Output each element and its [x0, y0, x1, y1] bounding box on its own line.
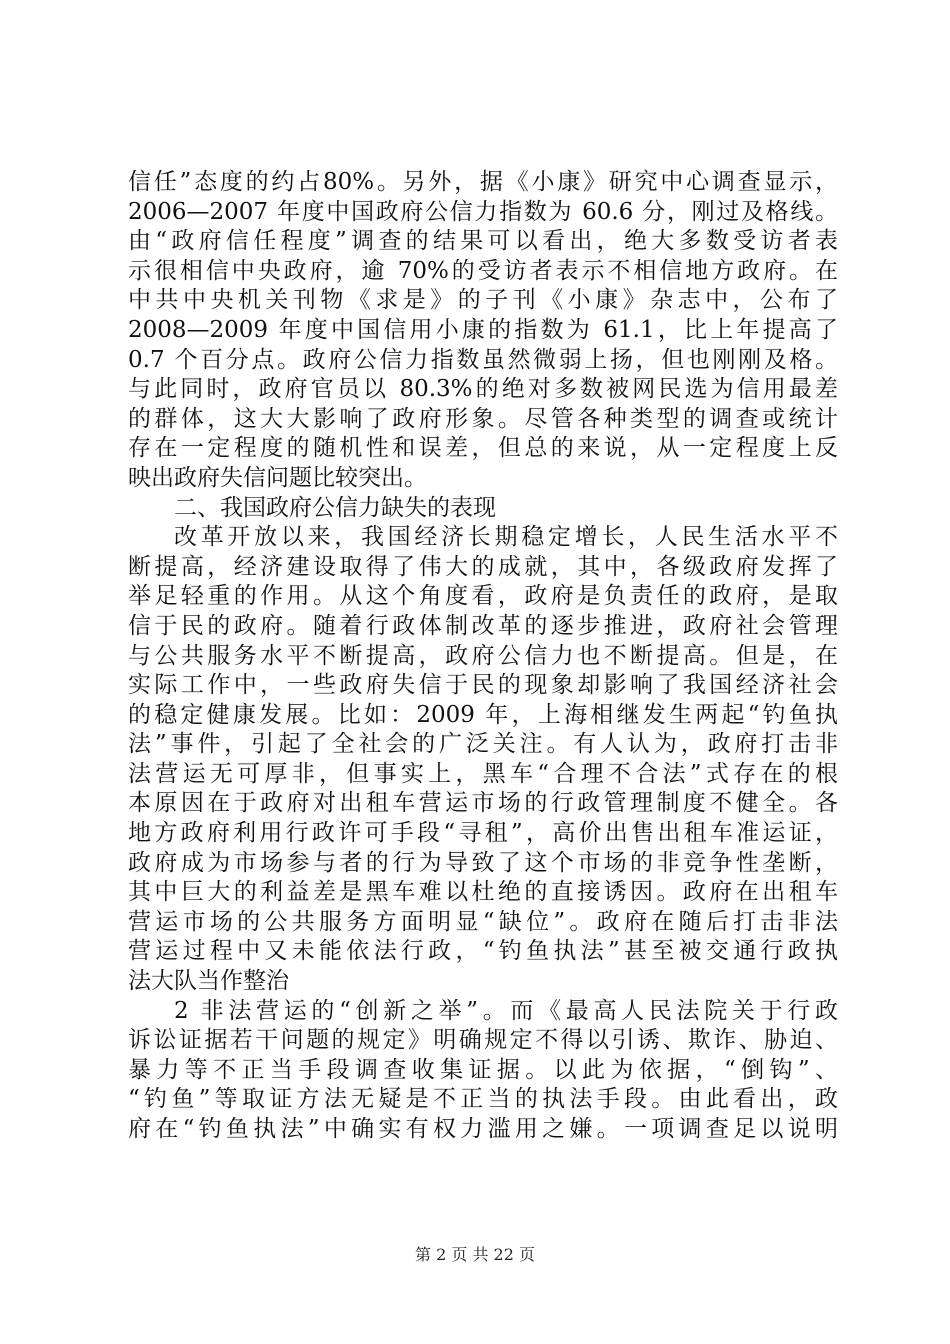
text-line: 法”事件，引起了全社会的广泛关注。有人认为，政府打击非 [128, 731, 838, 758]
text-line: 信于民的政府。随着行政体制改革的逐步推进，政府社会管理 [128, 612, 838, 639]
text-line: 营运过程中又未能依法行政，“钓鱼执法”甚至被交通行政执 [128, 938, 838, 965]
text-line: 法大队当作整治 [128, 968, 289, 995]
text-line: 信任”态度的约占80%。另外，据《小康》研究中心调查显示， [128, 169, 838, 195]
text-line: 法营运无可厚非，但事实上，黑车“合理不合法”式存在的根 [128, 760, 838, 787]
text-line: 暴力等不正当手段调查收集证据。以此为依据，“倒钩”、 [128, 1056, 838, 1083]
text-line: 改革开放以来，我国经济长期稳定增长，人民生活水平不 [174, 524, 838, 551]
text-line: 2 非法营运的“创新之举”。而《最高人民法院关于行政 [174, 997, 838, 1024]
text-line: 营运市场的公共服务方面明显“缺位”。政府在随后打击非法 [128, 908, 838, 935]
text-line: 映出政府失信问题比较突出。 [128, 464, 427, 491]
text-line: 2008—2009 年度中国信用小康的指数为 61.1，比上年提高了 [128, 316, 838, 343]
text-line: 本原因在于政府对出租车营运市场的行政管理制度不健全。各 [128, 790, 838, 817]
text-line: 中共中央机关刊物《求是》的子刊《小康》杂志中，公布了 [128, 287, 838, 314]
text-line: 存在一定程度的随机性和误差，但总的来说，从一定程度上反 [128, 435, 838, 462]
text-line: “钓鱼”等取证方法无疑是不正当的执法手段。由此看出，政 [128, 1086, 838, 1113]
text-line: 府在“钓鱼执法”中确实有权力滥用之嫌。一项调查足以说明 [128, 1116, 838, 1142]
text-line: 诉讼证据若干问题的规定》明确规定不得以引诱、欺诈、胁迫、 [128, 1027, 838, 1054]
text-line: 二、我国政府公信力缺失的表现 [174, 494, 496, 521]
document-body [128, 168, 838, 1145]
page-footer: 第 2 页 共 22 页 [415, 1245, 535, 1264]
text-line: 其中巨大的利益差是黑车难以杜绝的直接诱因。政府在出租车 [128, 879, 838, 906]
text-line: 0.7 个百分点。政府公信力指数虽然微弱上扬，但也刚刚及格。 [128, 346, 838, 373]
text-line: 由“政府信任程度”调查的结果可以看出，绝大多数受访者表 [128, 228, 838, 255]
text-line: 举足轻重的作用。从这个角度看，政府是负责任的政府，是取 [128, 583, 838, 610]
text-line: 与公共服务水平不断提高，政府公信力也不断提高。但是，在 [128, 642, 838, 669]
text-line: 示很相信中央政府，逾 70%的受访者表示不相信地方政府。在 [128, 257, 838, 284]
text-line: 的稳定健康发展。比如：2009 年，上海相继发生两起“钓鱼执 [128, 701, 838, 728]
text-line: 与此同时，政府官员以 80.3%的绝对多数被网民选为信用最差 [128, 376, 838, 403]
text-line: 的群体，这大大影响了政府形象。尽管各种类型的调查或统计 [128, 405, 838, 432]
text-line: 政府成为市场参与者的行为导致了这个市场的非竞争性垄断， [128, 849, 838, 876]
text-line: 断提高，经济建设取得了伟大的成就，其中，各级政府发挥了 [128, 553, 838, 580]
text-line: 地方政府利用行政许可手段“寻租”，高价出售出租车准运证， [128, 820, 838, 847]
text-line: 实际工作中，一些政府失信于民的现象却影响了我国经济社会 [128, 672, 838, 699]
text-line: 2006—2007 年度中国政府公信力指数为 60.6 分，刚过及格线。 [128, 198, 838, 225]
